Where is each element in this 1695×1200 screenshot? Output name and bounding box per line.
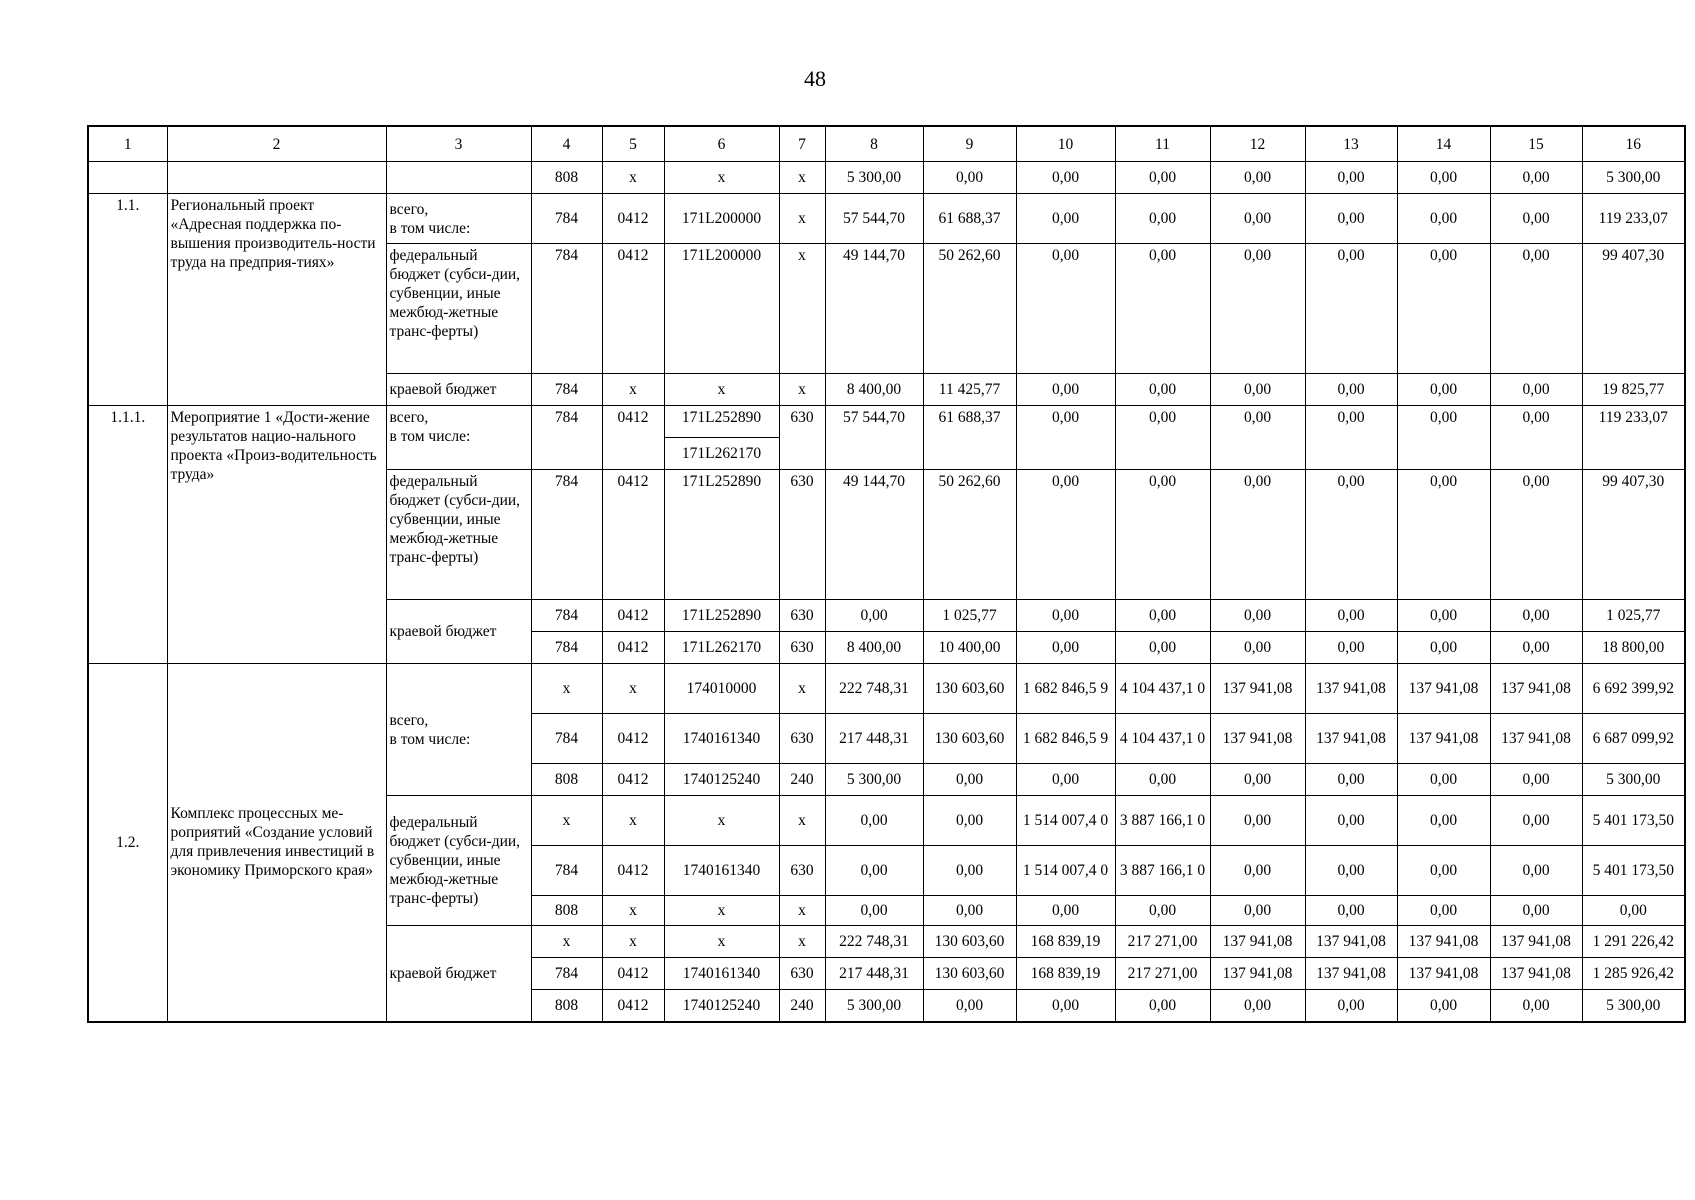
table-cell: 0412 <box>602 714 664 764</box>
table-cell: 808 <box>531 896 602 926</box>
table-cell: 119 233,07 <box>1582 194 1685 244</box>
table-cell: 49 144,70 <box>825 470 923 600</box>
table-cell: 10 400,00 <box>923 632 1016 664</box>
table-cell: 5 300,00 <box>1582 764 1685 796</box>
table-cell: 5 401 173,50 <box>1582 846 1685 896</box>
table-cell: 130 603,60 <box>923 714 1016 764</box>
table-cell: 0412 <box>602 764 664 796</box>
table-cell: 61 688,37 <box>923 406 1016 470</box>
table-cell: 0412 <box>602 990 664 1022</box>
table-cell: 168 839,19 <box>1016 926 1115 958</box>
table-cell: 0,00 <box>1490 846 1582 896</box>
section-name: Мероприятие 1 «Дости-жение результатов нацио-нального проекта «Произ-водительность труда» <box>167 406 386 664</box>
table-cell: 0,00 <box>1490 194 1582 244</box>
table-cell: 0,00 <box>1115 632 1210 664</box>
table-cell: 137 941,08 <box>1490 926 1582 958</box>
table-cell: 0,00 <box>1490 162 1582 194</box>
table-cell: 0,00 <box>1490 896 1582 926</box>
table-cell: 0,00 <box>1490 406 1582 470</box>
table-cell: 0,00 <box>1490 374 1582 406</box>
table-cell: 0,00 <box>1210 406 1305 470</box>
table-cell: 0,00 <box>1305 632 1397 664</box>
table-cell <box>167 162 386 194</box>
table-cell: 0,00 <box>1016 632 1115 664</box>
table-cell: x <box>531 664 602 714</box>
section-row <box>88 194 1685 244</box>
table-cell: x <box>602 926 664 958</box>
table-cell: 0,00 <box>1115 764 1210 796</box>
table-cell: 0,00 <box>1210 374 1305 406</box>
table-cell: 50 262,60 <box>923 470 1016 600</box>
table-cell: 119 233,07 <box>1582 406 1685 470</box>
column-header: 11 <box>1115 126 1210 162</box>
table-cell: x <box>602 162 664 194</box>
table-cell: 1740125240 <box>664 764 779 796</box>
table-cell: 137 941,08 <box>1397 926 1490 958</box>
column-header: 6 <box>664 126 779 162</box>
table-cell: 0,00 <box>1397 194 1490 244</box>
table-cell: 0,00 <box>923 162 1016 194</box>
table-cell: 0,00 <box>1016 406 1115 470</box>
table-cell: 171L252890 <box>664 406 779 438</box>
table-cell: x <box>664 374 779 406</box>
table-cell: 137 941,08 <box>1210 714 1305 764</box>
table-cell: 174010000 <box>664 664 779 714</box>
table-cell: 137 941,08 <box>1490 714 1582 764</box>
table-cell: 0,00 <box>1210 796 1305 846</box>
table-cell: 0,00 <box>1397 632 1490 664</box>
table-cell: 0,00 <box>923 896 1016 926</box>
table-cell: 784 <box>531 244 602 374</box>
table-cell: x <box>779 162 825 194</box>
table-cell: 0,00 <box>1397 162 1490 194</box>
table-cell: 217 271,00 <box>1115 926 1210 958</box>
table-cell: 0,00 <box>1016 896 1115 926</box>
table-cell: 3 887 166,1 0 <box>1115 796 1210 846</box>
table-cell: 630 <box>779 470 825 600</box>
column-header: 10 <box>1016 126 1115 162</box>
table-cell: 3 887 166,1 0 <box>1115 846 1210 896</box>
table-cell: 0,00 <box>1305 990 1397 1022</box>
table-cell: 0,00 <box>1115 406 1210 470</box>
table-cell: 0,00 <box>1115 896 1210 926</box>
table-cell: 0,00 <box>1210 470 1305 600</box>
table-cell: 0,00 <box>1210 896 1305 926</box>
table-cell: 784 <box>531 374 602 406</box>
table-cell: 5 300,00 <box>825 764 923 796</box>
table-cell: 0,00 <box>825 896 923 926</box>
table-cell: 0412 <box>602 958 664 990</box>
table-cell: 0,00 <box>1115 470 1210 600</box>
table-cell: 0,00 <box>1305 896 1397 926</box>
column-header: 12 <box>1210 126 1305 162</box>
table-cell: 61 688,37 <box>923 194 1016 244</box>
table-cell: 130 603,60 <box>923 958 1016 990</box>
table-cell: 0,00 <box>1305 764 1397 796</box>
column-header: 16 <box>1582 126 1685 162</box>
table-cell: 0,00 <box>1016 990 1115 1022</box>
section-number: 1.1.1. <box>88 406 167 664</box>
table-cell: 19 825,77 <box>1582 374 1685 406</box>
table-cell: 137 941,08 <box>1305 958 1397 990</box>
table-cell: x <box>602 796 664 846</box>
table-cell: 6 687 099,92 <box>1582 714 1685 764</box>
table-cell: 171L262170 <box>664 438 779 470</box>
table-cell: 1740161340 <box>664 958 779 990</box>
header-row <box>88 126 1685 162</box>
table-cell: 0,00 <box>825 796 923 846</box>
table-cell: 8 400,00 <box>825 632 923 664</box>
table-cell: 0,00 <box>1305 796 1397 846</box>
column-header: 1 <box>88 126 167 162</box>
table-cell: x <box>602 896 664 926</box>
table-cell: 0,00 <box>1210 194 1305 244</box>
table-cell: 784 <box>531 470 602 600</box>
table-cell: 217 271,00 <box>1115 958 1210 990</box>
table-cell: 11 425,77 <box>923 374 1016 406</box>
table-cell: 217 448,31 <box>825 958 923 990</box>
table-cell: 137 941,08 <box>1210 664 1305 714</box>
column-header: 14 <box>1397 126 1490 162</box>
table-cell: 0,00 <box>1490 244 1582 374</box>
funding-label: краевой бюджет <box>386 600 531 664</box>
table-cell: 630 <box>779 600 825 632</box>
table-cell: 222 748,31 <box>825 926 923 958</box>
table-cell: 171L252890 <box>664 600 779 632</box>
column-header: 13 <box>1305 126 1397 162</box>
table-cell: x <box>531 796 602 846</box>
table-cell: 0,00 <box>1397 600 1490 632</box>
table-cell: 137 941,08 <box>1397 664 1490 714</box>
column-header: 4 <box>531 126 602 162</box>
table-cell: 0,00 <box>1305 470 1397 600</box>
table-cell: 0,00 <box>1115 194 1210 244</box>
table-cell: x <box>779 244 825 374</box>
table-cell: 0,00 <box>1016 470 1115 600</box>
table-cell: 0,00 <box>923 796 1016 846</box>
table-cell: 0,00 <box>1490 764 1582 796</box>
table-cell: 0,00 <box>1305 406 1397 470</box>
table-cell: 222 748,31 <box>825 664 923 714</box>
table-cell: 784 <box>531 406 602 470</box>
table-cell: 240 <box>779 764 825 796</box>
table-cell: 0,00 <box>1210 162 1305 194</box>
table-cell: 50 262,60 <box>923 244 1016 374</box>
table-cell: 137 941,08 <box>1210 958 1305 990</box>
table-cell: 0,00 <box>923 846 1016 896</box>
table-cell: 0,00 <box>1305 194 1397 244</box>
table-cell: 130 603,60 <box>923 926 1016 958</box>
table-cell: 808 <box>531 764 602 796</box>
table-cell: 0,00 <box>1397 846 1490 896</box>
table-cell: x <box>779 374 825 406</box>
table-cell: 0,00 <box>1210 846 1305 896</box>
table-cell: 0,00 <box>1397 796 1490 846</box>
funding-label: федеральный бюджет (субси-дии, субвенции, иные межбюд-жетные транс-ферты) <box>386 244 531 374</box>
section-number: 1.2. <box>88 664 167 1022</box>
section-name: Комплекс процессных ме-роприятий «Создание условий для привлечения инвестиций в экономику Приморского края» <box>167 664 386 1022</box>
table-cell: 0412 <box>602 846 664 896</box>
table-cell: x <box>779 896 825 926</box>
table-cell: 630 <box>779 714 825 764</box>
table-cell: 137 941,08 <box>1305 926 1397 958</box>
table-cell: 171L252890 <box>664 470 779 600</box>
table-cell: 1 025,77 <box>1582 600 1685 632</box>
table-row <box>88 162 1685 194</box>
table-cell: 49 144,70 <box>825 244 923 374</box>
section-row <box>88 406 1685 438</box>
table-cell: 0,00 <box>1210 600 1305 632</box>
table-cell: 0,00 <box>1490 990 1582 1022</box>
table-cell: 0,00 <box>1115 162 1210 194</box>
table-cell: x <box>779 926 825 958</box>
section-row <box>88 664 1685 714</box>
table-cell: x <box>664 796 779 846</box>
table-cell: 137 941,08 <box>1305 664 1397 714</box>
table-cell: 1 682 846,5 9 <box>1016 714 1115 764</box>
table-cell: x <box>779 194 825 244</box>
table-cell: 137 941,08 <box>1397 958 1490 990</box>
table-cell: 0,00 <box>1016 764 1115 796</box>
table-cell: 217 448,31 <box>825 714 923 764</box>
table-cell: 784 <box>531 632 602 664</box>
table-cell: 171L200000 <box>664 244 779 374</box>
table-cell: 0,00 <box>1115 600 1210 632</box>
table-cell: 4 104 437,1 0 <box>1115 714 1210 764</box>
table-cell: 0,00 <box>1305 244 1397 374</box>
table-cell: 0,00 <box>1490 600 1582 632</box>
funding-label: краевой бюджет <box>386 374 531 406</box>
table-cell: x <box>602 374 664 406</box>
table-cell: 0,00 <box>1397 374 1490 406</box>
table-cell: 5 401 173,50 <box>1582 796 1685 846</box>
table-cell: 0,00 <box>1490 796 1582 846</box>
table-cell: 784 <box>531 194 602 244</box>
column-header: 9 <box>923 126 1016 162</box>
table-cell: 630 <box>779 406 825 470</box>
column-header: 15 <box>1490 126 1582 162</box>
funding-label: федеральный бюджет (субси-дии, субвенции, иные межбюд-жетные транс-ферты) <box>386 796 531 926</box>
table-cell: 5 300,00 <box>1582 990 1685 1022</box>
table-cell: 808 <box>531 990 602 1022</box>
table-cell: 0,00 <box>1397 990 1490 1022</box>
table-cell <box>88 162 167 194</box>
table-cell: 0,00 <box>1397 406 1490 470</box>
table-cell: 0,00 <box>1210 632 1305 664</box>
table-cell: 18 800,00 <box>1582 632 1685 664</box>
table-cell: x <box>779 796 825 846</box>
table-cell: x <box>664 926 779 958</box>
table-cell: 1 682 846,5 9 <box>1016 664 1115 714</box>
table-cell: 1 514 007,4 0 <box>1016 846 1115 896</box>
table-cell: 808 <box>531 162 602 194</box>
table-cell: 784 <box>531 958 602 990</box>
table-cell: 137 941,08 <box>1490 958 1582 990</box>
table-cell: x <box>664 896 779 926</box>
table-cell: 0,00 <box>1115 374 1210 406</box>
table-cell: 0412 <box>602 406 664 470</box>
table-cell: 0,00 <box>1397 244 1490 374</box>
table-cell: 0,00 <box>1397 764 1490 796</box>
table-cell: 6 692 399,92 <box>1582 664 1685 714</box>
table-cell: 4 104 437,1 0 <box>1115 664 1210 714</box>
table-cell: 0,00 <box>1016 162 1115 194</box>
funding-label: федеральный бюджет (субси-дии, субвенции, иные межбюд-жетные транс-ферты) <box>386 470 531 600</box>
table-cell: x <box>531 926 602 958</box>
table-cell: 99 407,30 <box>1582 244 1685 374</box>
table-cell: 0412 <box>602 470 664 600</box>
table-cell: 0,00 <box>1210 764 1305 796</box>
column-header: 8 <box>825 126 923 162</box>
table-cell: 0,00 <box>1490 470 1582 600</box>
table-cell: 0,00 <box>923 764 1016 796</box>
table-cell: x <box>664 162 779 194</box>
table-cell: 0,00 <box>1016 600 1115 632</box>
table-cell: 0,00 <box>1016 244 1115 374</box>
table-cell: 1740125240 <box>664 990 779 1022</box>
table-cell: 630 <box>779 846 825 896</box>
table-cell: x <box>602 664 664 714</box>
table-cell: 1 285 926,42 <box>1582 958 1685 990</box>
budget-table <box>87 125 1686 1023</box>
table-cell: 1 514 007,4 0 <box>1016 796 1115 846</box>
table-cell: 0,00 <box>1210 244 1305 374</box>
table-cell: 0,00 <box>1115 990 1210 1022</box>
table-cell: 8 400,00 <box>825 374 923 406</box>
table-cell: 1740161340 <box>664 714 779 764</box>
table-cell: 0412 <box>602 194 664 244</box>
table-cell: 0,00 <box>1115 244 1210 374</box>
table-cell: 0,00 <box>1210 990 1305 1022</box>
table-cell <box>386 162 531 194</box>
table-cell: 171L262170 <box>664 632 779 664</box>
table-cell: 240 <box>779 990 825 1022</box>
table-cell: 0412 <box>602 600 664 632</box>
table-cell: 784 <box>531 846 602 896</box>
table-cell: 0,00 <box>1016 194 1115 244</box>
table-cell: 5 300,00 <box>825 990 923 1022</box>
table-cell: x <box>779 664 825 714</box>
table-cell: 1 025,77 <box>923 600 1016 632</box>
funding-label: всего, в том числе: <box>386 194 531 244</box>
table-cell: 137 941,08 <box>1210 926 1305 958</box>
table-cell: 0,00 <box>1490 632 1582 664</box>
page-number: 48 <box>804 66 826 91</box>
table-cell: 0,00 <box>825 846 923 896</box>
funding-label: всего, в том числе: <box>386 664 531 796</box>
table-cell: 130 603,60 <box>923 664 1016 714</box>
table-cell: 5 300,00 <box>1582 162 1685 194</box>
table-cell: 0,00 <box>1305 846 1397 896</box>
table-cell: 0,00 <box>1016 374 1115 406</box>
table-cell: 0412 <box>602 244 664 374</box>
table-cell: 5 300,00 <box>825 162 923 194</box>
table-cell: 168 839,19 <box>1016 958 1115 990</box>
table-cell: 57 544,70 <box>825 406 923 470</box>
column-header: 3 <box>386 126 531 162</box>
column-header: 5 <box>602 126 664 162</box>
table-cell: 1740161340 <box>664 846 779 896</box>
table-cell: 784 <box>531 714 602 764</box>
table-cell: 0,00 <box>1305 162 1397 194</box>
table-cell: 0,00 <box>923 990 1016 1022</box>
table-cell: 630 <box>779 632 825 664</box>
table-cell: 137 941,08 <box>1397 714 1490 764</box>
table-cell: 0,00 <box>1582 896 1685 926</box>
table-cell: 0,00 <box>1305 374 1397 406</box>
table-cell: 0,00 <box>825 600 923 632</box>
table-cell: 0,00 <box>1397 470 1490 600</box>
table-cell: 784 <box>531 600 602 632</box>
table-cell: 630 <box>779 958 825 990</box>
table-cell: 137 941,08 <box>1490 664 1582 714</box>
section-number: 1.1. <box>88 194 167 406</box>
table-cell: 0412 <box>602 632 664 664</box>
table-cell: 1 291 226,42 <box>1582 926 1685 958</box>
table-cell: 137 941,08 <box>1305 714 1397 764</box>
funding-label: краевой бюджет <box>386 926 531 1022</box>
table-cell: 99 407,30 <box>1582 470 1685 600</box>
table-cell: 0,00 <box>1397 896 1490 926</box>
funding-label: всего, в том числе: <box>386 406 531 470</box>
table-cell: 171L200000 <box>664 194 779 244</box>
column-header: 2 <box>167 126 386 162</box>
section-name: Региональный проект «Адресная поддержка по-вышения производитель-ности труда на предприя-тиях» <box>167 194 386 406</box>
column-header: 7 <box>779 126 825 162</box>
table-cell: 57 544,70 <box>825 194 923 244</box>
table-cell: 0,00 <box>1305 600 1397 632</box>
